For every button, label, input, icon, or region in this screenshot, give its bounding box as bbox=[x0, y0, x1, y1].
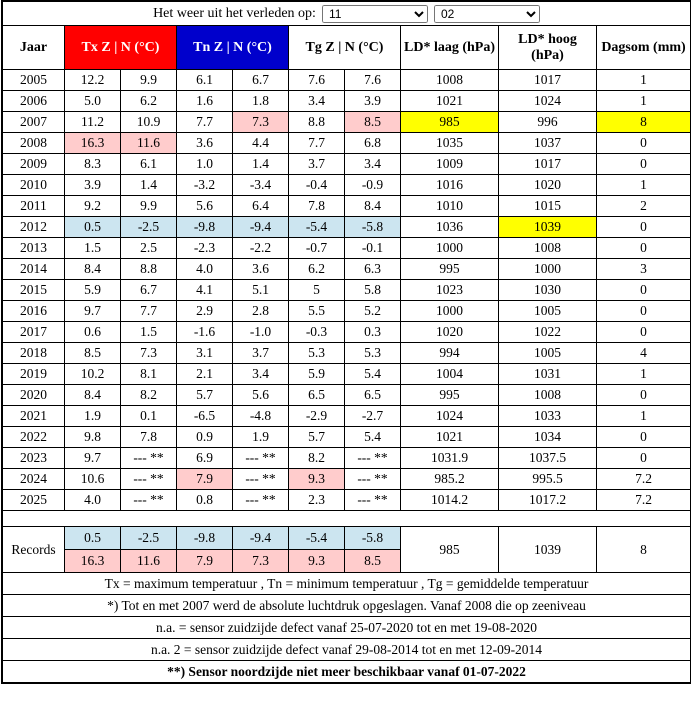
cell-dagsom: 0 bbox=[597, 322, 691, 343]
cell-jaar: 2024 bbox=[3, 469, 65, 490]
cell-tgn: 5.2 bbox=[345, 301, 401, 322]
cell-tnz: -2.3 bbox=[177, 238, 233, 259]
cell-tgz: 5 bbox=[289, 280, 345, 301]
cell-ld-hoog: 996 bbox=[499, 112, 597, 133]
cell-dagsom: 7.2 bbox=[597, 490, 691, 511]
cell-tnz: 1.0 bbox=[177, 154, 233, 175]
table-row bbox=[3, 343, 691, 364]
cell-ld-hoog: 1008 bbox=[499, 238, 597, 259]
cell-tgn: 8.4 bbox=[345, 196, 401, 217]
cell-dagsom: 8 bbox=[597, 112, 691, 133]
records-min-tnn: -9.4 bbox=[233, 527, 289, 550]
cell-ld-laag: 1008 bbox=[401, 70, 499, 91]
cell-ld-hoog: 1033 bbox=[499, 406, 597, 427]
header-jaar: Jaar bbox=[3, 26, 65, 70]
cell-tgn: 5.8 bbox=[345, 280, 401, 301]
cell-txn: 2.5 bbox=[121, 238, 177, 259]
cell-dagsom: 1 bbox=[597, 406, 691, 427]
cell-dagsom: 0 bbox=[597, 301, 691, 322]
cell-dagsom: 0 bbox=[597, 238, 691, 259]
weather-history-table bbox=[2, 1, 691, 683]
cell-txn: 6.7 bbox=[121, 280, 177, 301]
cell-tnn: 5.1 bbox=[233, 280, 289, 301]
column-header-row bbox=[3, 26, 691, 70]
cell-ld-laag: 1014.2 bbox=[401, 490, 499, 511]
records-max-tgn: 8.5 bbox=[345, 550, 401, 573]
cell-tnz: 0.8 bbox=[177, 490, 233, 511]
cell-tnn: 3.7 bbox=[233, 343, 289, 364]
note-row bbox=[3, 573, 691, 595]
cell-tgz: 8.8 bbox=[289, 112, 345, 133]
cell-txz: 5.9 bbox=[65, 280, 121, 301]
note-row bbox=[3, 595, 691, 617]
cell-jaar: 2013 bbox=[3, 238, 65, 259]
cell-ld-hoog: 1039 bbox=[499, 217, 597, 238]
table-row bbox=[3, 259, 691, 280]
header-ld-hoog: LD* hoog (hPa) bbox=[499, 26, 597, 70]
weather-history-table-container bbox=[1, 0, 691, 684]
cell-tgn: 3.4 bbox=[345, 154, 401, 175]
cell-tgz: 7.7 bbox=[289, 133, 345, 154]
cell-tnz: 5.6 bbox=[177, 196, 233, 217]
table-row bbox=[3, 406, 691, 427]
cell-tnn: -2.2 bbox=[233, 238, 289, 259]
cell-ld-hoog: 1017 bbox=[499, 70, 597, 91]
cell-tnn: 1.9 bbox=[233, 427, 289, 448]
cell-txz: 0.6 bbox=[65, 322, 121, 343]
cell-tnn: --- ** bbox=[233, 448, 289, 469]
cell-txz: 1.5 bbox=[65, 238, 121, 259]
cell-ld-laag: 1010 bbox=[401, 196, 499, 217]
cell-tnz: -6.5 bbox=[177, 406, 233, 427]
cell-tgn: --- ** bbox=[345, 469, 401, 490]
note-na-2: n.a. 2 = sensor zuidzijde defect vanaf 29-08-2014 tot en met 12-09-2014 bbox=[3, 639, 691, 661]
cell-tgn: --- ** bbox=[345, 490, 401, 511]
cell-txz: 10.2 bbox=[65, 364, 121, 385]
cell-tgz: 6.2 bbox=[289, 259, 345, 280]
cell-tnz: 1.6 bbox=[177, 91, 233, 112]
cell-tgz: 7.8 bbox=[289, 196, 345, 217]
cell-jaar: 2017 bbox=[3, 322, 65, 343]
cell-jaar: 2023 bbox=[3, 448, 65, 469]
records-max-txz: 16.3 bbox=[65, 550, 121, 573]
cell-txz: 8.4 bbox=[65, 385, 121, 406]
cell-txn: 0.1 bbox=[121, 406, 177, 427]
cell-dagsom: 0 bbox=[597, 448, 691, 469]
cell-ld-laag: 985 bbox=[401, 112, 499, 133]
cell-tgz: 5.5 bbox=[289, 301, 345, 322]
cell-txn: 10.9 bbox=[121, 112, 177, 133]
cell-dagsom: 0 bbox=[597, 385, 691, 406]
cell-tnz: 2.1 bbox=[177, 364, 233, 385]
cell-tgz: -0.7 bbox=[289, 238, 345, 259]
cell-txz: 9.8 bbox=[65, 427, 121, 448]
cell-txn: 9.9 bbox=[121, 196, 177, 217]
cell-tgn: 6.5 bbox=[345, 385, 401, 406]
cell-jaar: 2016 bbox=[3, 301, 65, 322]
cell-tnz: 7.9 bbox=[177, 469, 233, 490]
spacer-cell bbox=[3, 511, 691, 527]
cell-jaar: 2025 bbox=[3, 490, 65, 511]
note-na-1: n.a. = sensor zuidzijde defect vanaf 25-07-2020 tot en met 19-08-2020 bbox=[3, 617, 691, 639]
cell-jaar: 2005 bbox=[3, 70, 65, 91]
note-pressure: *) Tot en met 2007 werd de absolute luchtdruk opgeslagen. Vanaf 2008 die op zeeniveau bbox=[3, 595, 691, 617]
cell-tnz: 4.1 bbox=[177, 280, 233, 301]
cell-txz: 8.4 bbox=[65, 259, 121, 280]
cell-ld-laag: 1004 bbox=[401, 364, 499, 385]
cell-tnz: -1.6 bbox=[177, 322, 233, 343]
cell-txz: 5.0 bbox=[65, 91, 121, 112]
cell-tgz: 5.7 bbox=[289, 427, 345, 448]
cell-tnz: 3.1 bbox=[177, 343, 233, 364]
header-tg: Tg Z | N (°C) bbox=[289, 26, 401, 70]
cell-txn: 8.8 bbox=[121, 259, 177, 280]
cell-tnn: --- ** bbox=[233, 469, 289, 490]
cell-ld-laag: 1036 bbox=[401, 217, 499, 238]
table-row bbox=[3, 196, 691, 217]
cell-tnz: 3.6 bbox=[177, 133, 233, 154]
cell-tgz: -0.3 bbox=[289, 322, 345, 343]
cell-dagsom: 0 bbox=[597, 217, 691, 238]
cell-txn: 11.6 bbox=[121, 133, 177, 154]
cell-txz: 3.9 bbox=[65, 175, 121, 196]
records-min-tnz: -9.8 bbox=[177, 527, 233, 550]
cell-dagsom: 1 bbox=[597, 70, 691, 91]
cell-ld-laag: 1000 bbox=[401, 301, 499, 322]
cell-ld-laag: 1016 bbox=[401, 175, 499, 196]
cell-ld-hoog: 1031 bbox=[499, 364, 597, 385]
cell-tgz: 8.2 bbox=[289, 448, 345, 469]
cell-ld-hoog: 1037 bbox=[499, 133, 597, 154]
cell-txz: 9.7 bbox=[65, 448, 121, 469]
cell-tgz: 5.3 bbox=[289, 343, 345, 364]
cell-txz: 4.0 bbox=[65, 490, 121, 511]
table-row bbox=[3, 385, 691, 406]
cell-tnn: 6.4 bbox=[233, 196, 289, 217]
header-dagsom: Dagsom (mm) bbox=[597, 26, 691, 70]
cell-tgn: 3.9 bbox=[345, 91, 401, 112]
table-row bbox=[3, 448, 691, 469]
cell-txz: 8.5 bbox=[65, 343, 121, 364]
cell-tnn: 4.4 bbox=[233, 133, 289, 154]
cell-ld-laag: 995 bbox=[401, 259, 499, 280]
cell-ld-hoog: 1015 bbox=[499, 196, 597, 217]
cell-txz: 9.2 bbox=[65, 196, 121, 217]
cell-tnn: -1.0 bbox=[233, 322, 289, 343]
cell-tgz: 5.9 bbox=[289, 364, 345, 385]
cell-tnz: 6.9 bbox=[177, 448, 233, 469]
records-max-tnn: 7.3 bbox=[233, 550, 289, 573]
cell-tgz: 7.6 bbox=[289, 70, 345, 91]
cell-txn: --- ** bbox=[121, 448, 177, 469]
table-row bbox=[3, 217, 691, 238]
cell-tgn: 7.6 bbox=[345, 70, 401, 91]
note-row bbox=[3, 661, 691, 683]
cell-ld-hoog: 1000 bbox=[499, 259, 597, 280]
cell-ld-laag: 1021 bbox=[401, 427, 499, 448]
note-row bbox=[3, 617, 691, 639]
header-ld-laag: LD* laag (hPa) bbox=[401, 26, 499, 70]
table-row bbox=[3, 154, 691, 175]
cell-jaar: 2008 bbox=[3, 133, 65, 154]
cell-tgn: 6.3 bbox=[345, 259, 401, 280]
page-title: Het weer uit het verleden op: bbox=[153, 5, 316, 21]
cell-txn: 8.2 bbox=[121, 385, 177, 406]
cell-jaar: 2021 bbox=[3, 406, 65, 427]
cell-txz: 12.2 bbox=[65, 70, 121, 91]
cell-tnn: 3.6 bbox=[233, 259, 289, 280]
cell-dagsom: 1 bbox=[597, 91, 691, 112]
records-min-txz: 0.5 bbox=[65, 527, 121, 550]
cell-jaar: 2012 bbox=[3, 217, 65, 238]
table-row bbox=[3, 490, 691, 511]
cell-tnn: 7.3 bbox=[233, 112, 289, 133]
cell-ld-laag: 994 bbox=[401, 343, 499, 364]
cell-tnn: --- ** bbox=[233, 490, 289, 511]
cell-txn: 9.9 bbox=[121, 70, 177, 91]
cell-dagsom: 1 bbox=[597, 175, 691, 196]
records-ld-hoog: 1039 bbox=[499, 527, 597, 573]
note-row bbox=[3, 639, 691, 661]
cell-tnz: 4.0 bbox=[177, 259, 233, 280]
cell-tgn: 5.4 bbox=[345, 364, 401, 385]
cell-ld-laag: 1024 bbox=[401, 406, 499, 427]
records-min-txn: -2.5 bbox=[121, 527, 177, 550]
cell-txn: -2.5 bbox=[121, 217, 177, 238]
cell-tnz: 6.1 bbox=[177, 70, 233, 91]
cell-txn: 8.1 bbox=[121, 364, 177, 385]
cell-tgn: -0.9 bbox=[345, 175, 401, 196]
cell-tnn: 5.6 bbox=[233, 385, 289, 406]
cell-ld-laag: 985.2 bbox=[401, 469, 499, 490]
table-row bbox=[3, 133, 691, 154]
cell-jaar: 2010 bbox=[3, 175, 65, 196]
cell-tnn: 1.8 bbox=[233, 91, 289, 112]
cell-dagsom: 1 bbox=[597, 364, 691, 385]
cell-tgz: 3.7 bbox=[289, 154, 345, 175]
cell-tgz: 2.3 bbox=[289, 490, 345, 511]
cell-ld-hoog: 1030 bbox=[499, 280, 597, 301]
table-row bbox=[3, 469, 691, 490]
cell-jaar: 2007 bbox=[3, 112, 65, 133]
cell-jaar: 2009 bbox=[3, 154, 65, 175]
records-label: Records bbox=[3, 527, 65, 573]
cell-ld-laag: 1021 bbox=[401, 91, 499, 112]
title-row bbox=[3, 2, 691, 26]
cell-ld-hoog: 1022 bbox=[499, 322, 597, 343]
cell-tnn: -4.8 bbox=[233, 406, 289, 427]
cell-tnn: 6.7 bbox=[233, 70, 289, 91]
table-row bbox=[3, 70, 691, 91]
cell-jaar: 2019 bbox=[3, 364, 65, 385]
cell-tgz: -2.9 bbox=[289, 406, 345, 427]
cell-txn: 1.5 bbox=[121, 322, 177, 343]
cell-txn: 1.4 bbox=[121, 175, 177, 196]
cell-dagsom: 0 bbox=[597, 427, 691, 448]
cell-tgz: -0.4 bbox=[289, 175, 345, 196]
cell-txn: 6.1 bbox=[121, 154, 177, 175]
records-min-tgz: -5.4 bbox=[289, 527, 345, 550]
cell-dagsom: 3 bbox=[597, 259, 691, 280]
cell-tgz: -5.4 bbox=[289, 217, 345, 238]
cell-tnn: 2.8 bbox=[233, 301, 289, 322]
cell-ld-hoog: 1005 bbox=[499, 301, 597, 322]
cell-ld-hoog: 1017.2 bbox=[499, 490, 597, 511]
cell-ld-hoog: 1008 bbox=[499, 385, 597, 406]
table-row bbox=[3, 175, 691, 196]
cell-dagsom: 0 bbox=[597, 154, 691, 175]
cell-tgz: 3.4 bbox=[289, 91, 345, 112]
cell-txz: 10.6 bbox=[65, 469, 121, 490]
cell-ld-laag: 995 bbox=[401, 385, 499, 406]
table-row bbox=[3, 322, 691, 343]
cell-tgn: 5.3 bbox=[345, 343, 401, 364]
table-row bbox=[3, 427, 691, 448]
cell-tnz: 5.7 bbox=[177, 385, 233, 406]
cell-dagsom: 7.2 bbox=[597, 469, 691, 490]
cell-txz: 9.7 bbox=[65, 301, 121, 322]
cell-tnz: -9.8 bbox=[177, 217, 233, 238]
cell-jaar: 2006 bbox=[3, 91, 65, 112]
cell-tnn: 1.4 bbox=[233, 154, 289, 175]
table-row bbox=[3, 91, 691, 112]
cell-tgn: 0.3 bbox=[345, 322, 401, 343]
records-dagsom: 8 bbox=[597, 527, 691, 573]
cell-tnn: 3.4 bbox=[233, 364, 289, 385]
header-tn: Tn Z | N (°C) bbox=[177, 26, 289, 70]
cell-txn: --- ** bbox=[121, 469, 177, 490]
cell-tgn: --- ** bbox=[345, 448, 401, 469]
records-max-tgz: 9.3 bbox=[289, 550, 345, 573]
cell-tnn: -9.4 bbox=[233, 217, 289, 238]
records-max-tnz: 7.9 bbox=[177, 550, 233, 573]
cell-jaar: 2020 bbox=[3, 385, 65, 406]
cell-tnz: -3.2 bbox=[177, 175, 233, 196]
cell-ld-laag: 1035 bbox=[401, 133, 499, 154]
cell-tnz: 0.9 bbox=[177, 427, 233, 448]
cell-dagsom: 4 bbox=[597, 343, 691, 364]
cell-jaar: 2014 bbox=[3, 259, 65, 280]
table-row bbox=[3, 280, 691, 301]
cell-ld-hoog: 1017 bbox=[499, 154, 597, 175]
cell-tgz: 6.5 bbox=[289, 385, 345, 406]
cell-txn: --- ** bbox=[121, 490, 177, 511]
cell-txz: 8.3 bbox=[65, 154, 121, 175]
cell-ld-hoog: 995.5 bbox=[499, 469, 597, 490]
cell-ld-laag: 1023 bbox=[401, 280, 499, 301]
cell-txz: 1.9 bbox=[65, 406, 121, 427]
cell-txn: 7.8 bbox=[121, 427, 177, 448]
note-definitions: Tx = maximum temperatuur , Tn = minimum temperatuur , Tg = gemiddelde temperatuur bbox=[3, 573, 691, 595]
cell-ld-hoog: 1034 bbox=[499, 427, 597, 448]
cell-tgn: 5.4 bbox=[345, 427, 401, 448]
table-row bbox=[3, 301, 691, 322]
records-min-tgn: -5.8 bbox=[345, 527, 401, 550]
cell-ld-hoog: 1005 bbox=[499, 343, 597, 364]
cell-tnn: -3.4 bbox=[233, 175, 289, 196]
cell-dagsom: 2 bbox=[597, 196, 691, 217]
cell-ld-hoog: 1037.5 bbox=[499, 448, 597, 469]
cell-txn: 7.7 bbox=[121, 301, 177, 322]
cell-tnz: 7.7 bbox=[177, 112, 233, 133]
cell-ld-laag: 1009 bbox=[401, 154, 499, 175]
cell-dagsom: 0 bbox=[597, 133, 691, 154]
cell-txn: 6.2 bbox=[121, 91, 177, 112]
cell-tgn: 6.8 bbox=[345, 133, 401, 154]
cell-jaar: 2015 bbox=[3, 280, 65, 301]
cell-tnz: 2.9 bbox=[177, 301, 233, 322]
cell-tgn: -0.1 bbox=[345, 238, 401, 259]
cell-tgz: 9.3 bbox=[289, 469, 345, 490]
cell-jaar: 2011 bbox=[3, 196, 65, 217]
records-ld-laag: 985 bbox=[401, 527, 499, 573]
records-min-row bbox=[3, 527, 691, 550]
cell-txz: 16.3 bbox=[65, 133, 121, 154]
day-select[interactable] bbox=[322, 5, 428, 23]
cell-tgn: -5.8 bbox=[345, 217, 401, 238]
cell-txz: 0.5 bbox=[65, 217, 121, 238]
cell-ld-laag: 1020 bbox=[401, 322, 499, 343]
cell-txn: 7.3 bbox=[121, 343, 177, 364]
table-row bbox=[3, 364, 691, 385]
cell-tgn: -2.7 bbox=[345, 406, 401, 427]
cell-txz: 11.2 bbox=[65, 112, 121, 133]
cell-dagsom: 0 bbox=[597, 280, 691, 301]
cell-ld-laag: 1031.9 bbox=[401, 448, 499, 469]
cell-ld-hoog: 1024 bbox=[499, 91, 597, 112]
header-tx: Tx Z | N (°C) bbox=[65, 26, 177, 70]
date-selector-bar bbox=[3, 2, 691, 26]
cell-jaar: 2022 bbox=[3, 427, 65, 448]
note-sensor-north: **) Sensor noordzijde niet meer beschikbaar vanaf 01-07-2022 bbox=[3, 661, 691, 683]
table-row bbox=[3, 238, 691, 259]
cell-jaar: 2018 bbox=[3, 343, 65, 364]
month-select[interactable] bbox=[434, 5, 540, 23]
records-max-txn: 11.6 bbox=[121, 550, 177, 573]
cell-tgn: 8.5 bbox=[345, 112, 401, 133]
spacer-row bbox=[3, 511, 691, 527]
table-row bbox=[3, 112, 691, 133]
cell-ld-hoog: 1020 bbox=[499, 175, 597, 196]
cell-ld-laag: 1000 bbox=[401, 238, 499, 259]
